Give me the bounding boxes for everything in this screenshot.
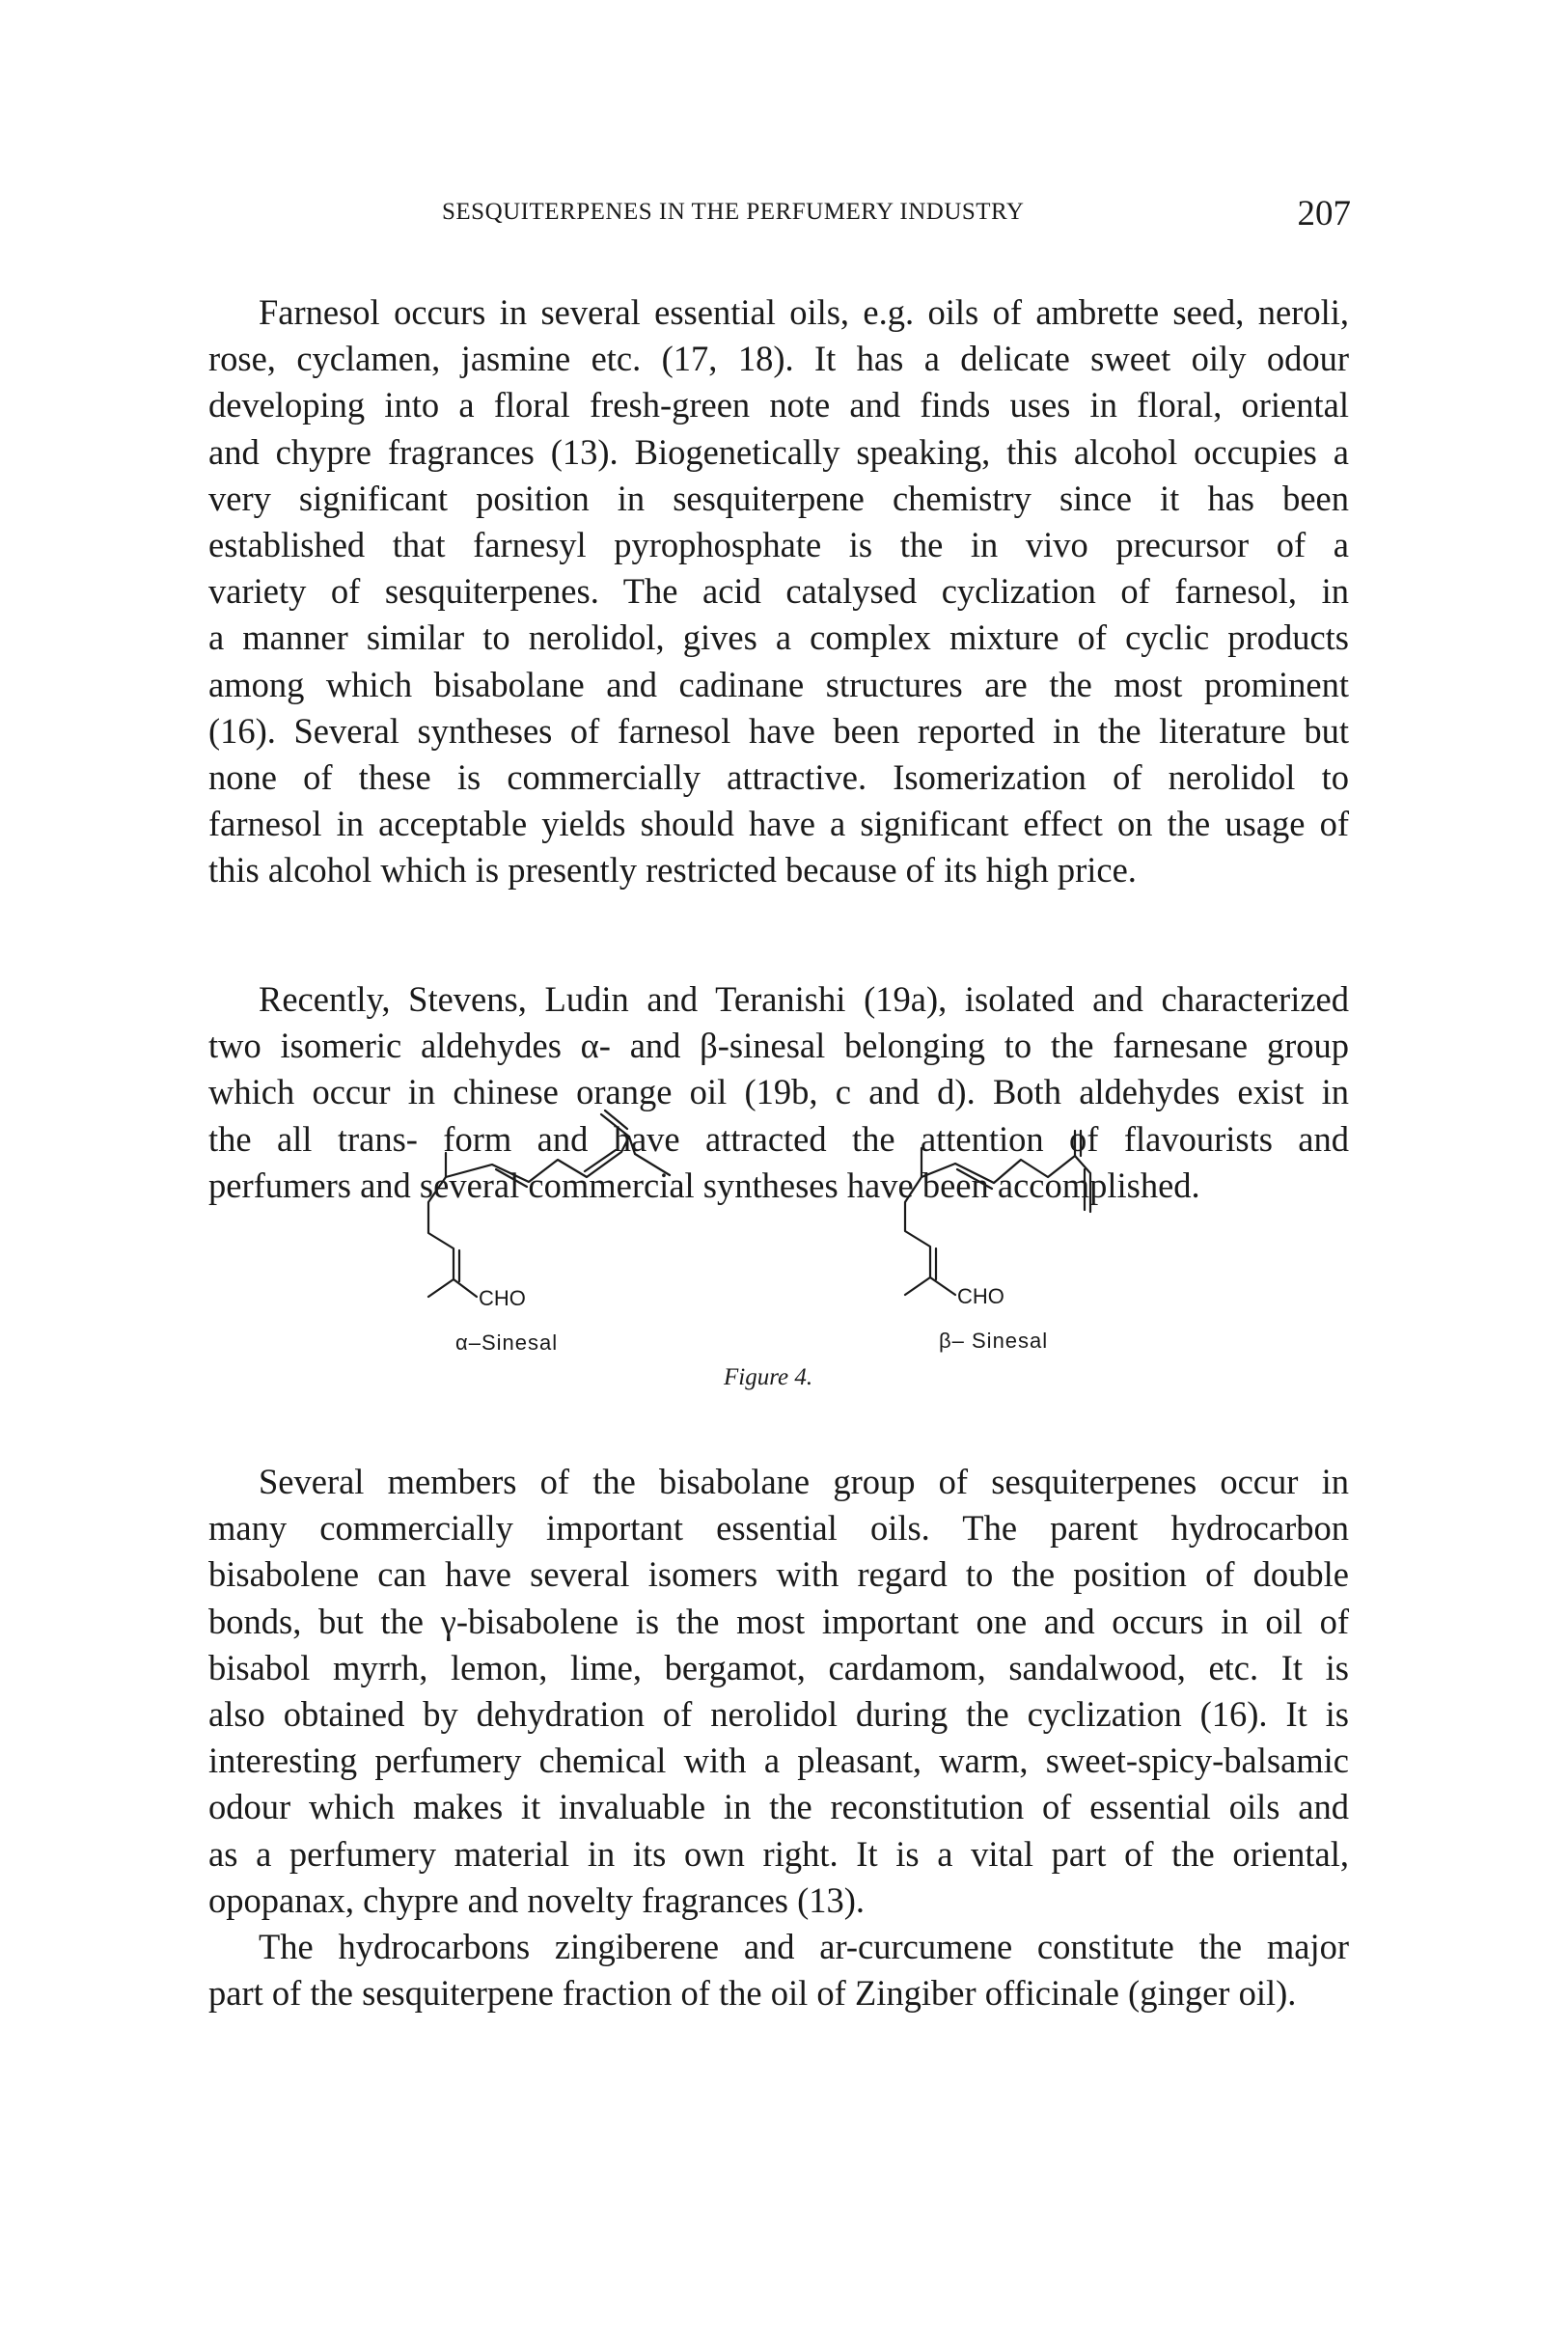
text-block-bisabolene <box>208 1459 1349 2016</box>
alpha-ring-chain-bond <box>428 1177 454 1297</box>
page-number: 207 <box>1297 194 1351 233</box>
paragraph-line: farnesol in acceptable yields should have a significant effect on the usage of <box>208 804 1349 844</box>
paragraph-line: opopanax, chypre and novelty fragrances (13). <box>208 1879 866 1920</box>
running-head: SESQUITERPENES IN THE PERFUMERY INDUSTRY <box>442 199 1025 225</box>
paragraph-line: this alcohol which is presently restricted because of its high price. <box>208 850 1137 891</box>
paragraph-line: odour which makes it invaluable in the reconstitution of essential oils and <box>208 1787 1349 1827</box>
paragraph-line: The hydrocarbons zingiberene and ar-curcumene constitute the major <box>259 1927 1349 1967</box>
paragraph-line: which occur in chinese orange oil (19b, c and d). Both aldehydes exist in <box>208 1072 1349 1112</box>
text-block-farnesol <box>208 289 1349 894</box>
paragraph-line: many commercially important essential oils. The parent hydrocarbon <box>208 1508 1349 1549</box>
paragraph-line: and chypre fragrances (13). Biogenetically speaking, this alcohol occupies a <box>208 431 1349 472</box>
paragraph-line: developing into a floral fresh-green note and finds uses in floral, oriental <box>208 385 1349 425</box>
paragraph-line: rose, cyclamen, jasmine etc. (17, 18). It has a delicate sweet oily odour <box>208 339 1349 379</box>
paragraph-line: as a perfumery material in its own right. It is a vital part of the oriental, <box>208 1833 1349 1874</box>
paragraph-line: a manner similar to nerolidol, gives a complex mixture of cyclic products <box>208 617 1349 658</box>
paragraph-line: Several members of the bisabolane group of sesquiterpenes occur in <box>259 1462 1349 1501</box>
beta-ring-chain-bond <box>905 1177 930 1295</box>
paragraph-line: Farnesol occurs in several essential oils, e.g. oils of ambrette seed, neroli, <box>259 292 1349 332</box>
paragraph-line: bonds, but the γ-bisabolene is the most important one and occurs in oil of <box>208 1601 1349 1641</box>
paragraph-line: also obtained by dehydration of nerolidol during the cyclization (16). It is <box>208 1694 1349 1735</box>
paragraph-line: none of these is commercially attractive. Isomerization of nerolidol to <box>208 757 1349 798</box>
paragraph-line: the all trans- form and have attracted the attention of flavourists and <box>208 1118 1349 1159</box>
beta-sinesal-structure <box>905 1131 1090 1295</box>
paragraph-line: among which bisabolane and cadinane structures are the most prominent <box>208 664 1349 704</box>
figure-caption: Figure 4. <box>724 1364 813 1390</box>
beta-aldehyde-bond <box>930 1277 955 1295</box>
beta-sinesal-label: β– Sinesal <box>939 1329 1049 1353</box>
paragraph-line: Recently, Stevens, Ludin and Teranishi (19a), isolated and characterized <box>259 979 1349 1019</box>
alpha-chain-bond <box>446 1137 670 1182</box>
paragraph-line: bisabol myrrh, lemon, lime, bergamot, cardamom, sandalwood, etc. It is <box>208 1647 1349 1687</box>
beta-cho-group: CHO <box>957 1284 1004 1308</box>
beta-chain-bond <box>922 1148 1090 1212</box>
alpha-sinesal-structure <box>428 1111 670 1297</box>
paragraph-line: established that farnesyl pyrophosphate is the in vivo precursor of a <box>208 525 1349 565</box>
paragraph-line: interesting perfumery chemical with a pleasant, warm, sweet-spicy-balsamic <box>208 1741 1349 1781</box>
alpha-cho-group: CHO <box>479 1286 526 1310</box>
page-header <box>442 194 1407 257</box>
figure-4-sinesal-structures <box>415 1110 1177 1409</box>
paragraph-line: very significant position in sesquiterpene chemistry since it has been <box>208 478 1349 518</box>
alpha-sinesal-label: α–Sinesal <box>455 1330 559 1355</box>
paragraph-line: perfumers and several commercial syntheses have been accomplished. <box>208 1165 1200 1205</box>
paragraph-line: part of the sesquiterpene fraction of the oil of Zingiber officinale (ginger oil). <box>208 1973 1297 2014</box>
paragraph-line: bisabolene can have several isomers with regard to the position of double <box>208 1554 1349 1595</box>
paragraph-line: (16). Several syntheses of farnesol have been reported in the literature but <box>208 710 1349 751</box>
paragraph-line: variety of sesquiterpenes. The acid catalysed cyclization of farnesol, in <box>208 571 1349 612</box>
paragraph-line: two isomeric aldehydes α- and β-sinesal belonging to the farnesane group <box>208 1026 1349 1066</box>
alpha-aldehyde-bond <box>454 1279 477 1297</box>
